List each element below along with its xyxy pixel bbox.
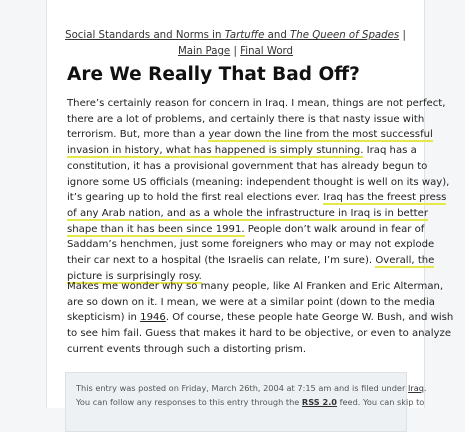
highlighted-text: invasion in history, what has happened is simply stunning. <box>67 145 364 157</box>
final-word-link[interactable]: Final Word <box>240 46 294 57</box>
highlighted-text: Overall, the <box>375 255 435 267</box>
highlighted-text: picture is surprisingly rosy. <box>67 270 202 282</box>
highlighted-text: of any Arab nation, and as a whole the infrastructure in Iraq is in better <box>67 207 428 219</box>
rss-feed-link[interactable]: RSS 2.0 <box>301 397 338 407</box>
text-line <box>67 206 428 222</box>
highlighted-text: year down the line from the most successful <box>208 129 433 141</box>
breadcrumb <box>55 28 416 60</box>
post-paragraph-2 <box>67 279 454 358</box>
text-line: terrorism. But, more than a year down the line from the most successful <box>67 129 433 141</box>
text-line: There’s certainly reason for concern in Iraq. I mean, things are not perfect, <box>67 98 446 109</box>
main-page-link[interactable]: Main Page <box>177 46 231 57</box>
post-meta-line: This entry was posted on Friday, March 26th, 2004 at 7:15 am and is filed under Iraq. <box>76 383 427 393</box>
post-paragraph-1 <box>67 96 450 284</box>
text-line: it’s gearing up to hold the first real elections ever. Iraq has the freest press <box>67 192 447 204</box>
prev-post-link[interactable]: Social Standards and Norms in Tartuffe and The Queen of Spades <box>65 30 400 41</box>
text-line: to see him fail. Guess that makes it hard to be objective, or even to analyze <box>67 328 452 340</box>
text-line: there are a lot of problems, and certainly there is that nasty issue with <box>67 113 425 125</box>
nav-separator: | <box>399 30 406 41</box>
text-line: skepticism) in 1946. Of course, these people hate George W. Bush, and wish <box>67 312 454 324</box>
text-line: are so down on it. I mean, we were at a similar point (down to the media <box>67 296 435 308</box>
highlighted-text: Iraq has the freest press <box>323 192 447 204</box>
text-line: Makes me wonder why so many people, like Al Franken and Eric Alterman, <box>67 281 444 292</box>
text-line: ignore some US officials (meaning: independent thought is well on its way), <box>67 176 450 188</box>
highlighted-text: shape than it has been since 1991. <box>67 223 245 235</box>
text-line: constitution, it has a provisional government that has already begun to <box>67 160 428 172</box>
text-line: Saddam’s henchmen, just some foreigners who may or may not explode <box>67 239 435 251</box>
content-column <box>46 0 454 408</box>
text-line: shape than it has been since 1991. People don’t walk around in fear of <box>67 223 425 235</box>
category-link[interactable]: Iraq <box>407 383 424 393</box>
year-1946-link[interactable]: 1946 <box>140 312 166 324</box>
text-line: invasion in history, what has happened is simply stunning. Iraq has a <box>67 145 417 157</box>
nav-separator: | <box>230 46 241 57</box>
text-line: current events through such a distorting prism. <box>67 343 307 355</box>
post-meta-line: You can follow any responses to this entry through the RSS 2.0 feed. You can skip to <box>76 397 425 407</box>
post-meta-box <box>65 372 427 432</box>
post-title: Are We Really That Bad Off? <box>67 64 360 85</box>
text-line: their car next to a hospital (the Israelis can relate, I’m sure). Overall, the <box>67 255 435 267</box>
